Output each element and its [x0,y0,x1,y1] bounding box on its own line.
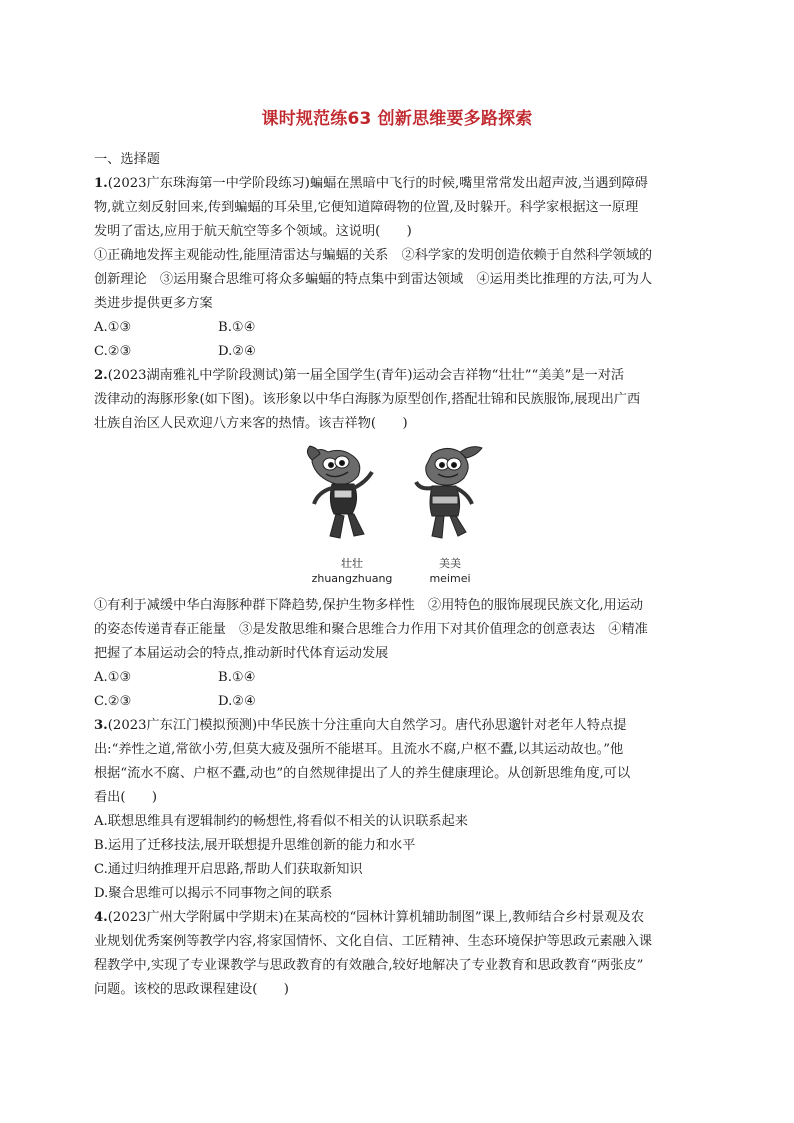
question-number: 4. [94,910,108,925]
mascot-left-pinyin: zhuangzhuang [311,572,393,585]
option-b: B.①④ [218,320,256,335]
section-heading: 一、选择题 [94,152,160,167]
mascot-left-name: 壮壮 [341,557,363,570]
question-1-options-row-1 [94,316,702,340]
question-text: (2023广州大学附属中学期末)在某高校的“园林计算机辅助制图”课上,教师结合乡村景观及农 [107,910,645,925]
question-3-line-2: 出:“养性之道,常欲小劳,但莫大疲及强所不能堪耳。且流水不腐,户枢不蠹,以其运动故也。”他 [94,742,624,757]
question-1-options-row-2 [94,340,702,364]
question-1-line-4: ①正确地发挥主观能动性,能厘清雷达与蝙蝠的关系 ②科学家的发明创造依赖于自然科学领域的 [94,248,653,263]
document-body [94,148,702,1002]
question-number: 2. [94,368,108,383]
question-1-line-2: 物,就立刻反射回来,传到蝙蝠的耳朵里,它便知道障碍物的位置,及时躲开。科学家根据这一原理 [94,200,639,215]
question-1-line-1 [94,172,702,196]
option-d: D.聚合思维可以揭示不同事物之间的联系 [94,886,333,901]
mascot-right-pinyin: meimei [429,572,471,585]
option-d: D.②④ [218,344,256,359]
question-2-line-1 [94,364,702,388]
mascot-figure [94,440,702,588]
question-2 [94,364,702,714]
question-1-line-3: 发明了雷达,应用于航天航空等多个领域。这说明( ) [94,224,412,239]
option-a: A.①③ [94,320,132,335]
meimei-mascot [416,447,482,538]
option-a: A.联想思维具有逻辑制约的畅想性,将看似不相关的认识联系起来 [94,814,468,829]
option-d: D.②④ [218,694,256,709]
question-2-statement-3: 把握了本届运动会的特点,推动新时代体育运动发展 [94,646,389,661]
option-c: C.通过归纳推理开启思路,帮助人们获取新知识 [94,862,363,877]
dolphin-mascots-image [306,442,496,550]
question-3-line-4: 看出( ) [94,790,158,805]
question-3-line-1 [94,714,702,738]
question-4-line-3: 程教学中,实现了专业课教学与思政教育的有效融合,较好地解决了专业教育和思政教育“两张皮” [94,958,644,973]
page-title: 课时规范练63 创新思维要多路探索 [261,109,533,129]
zhuangzhuang-mascot [307,446,372,538]
option-c: C.②③ [94,694,132,709]
question-text: (2023广东江门模拟预测)中华民族十分注重向大自然学习。唐代孙思邈针对老年人特点提 [107,718,627,733]
question-4-line-4: 问题。该校的思政课程建设( ) [94,982,289,997]
question-3-line-3: 根据“流水不腐、户枢不蠹,动也”的自然规律提出了人的养生健康理论。从创新思维角度,可以 [94,766,631,781]
question-1-line-5: 创新理论 ③运用聚合思维可将众多蝙蝠的特点集中到雷达领域 ④运用类比推理的方法,可为人 [94,272,653,287]
question-3 [94,714,702,906]
mascot-right-name: 美美 [439,557,461,570]
question-4-line-2: 业规划优秀案例等教学内容,将家国情怀、文化自信、工匠精神、生态环境保护等思政元素融入课 [94,934,653,949]
question-4-line-1 [94,906,702,930]
question-4 [94,906,702,1002]
question-text: (2023湖南雅礼中学阶段测试)第一届全国学生(青年)运动会吉祥物“壮壮”“美美”是一对活 [107,368,625,383]
question-2-options-row-1 [94,666,702,690]
question-2-statement-1: ①有利于减缓中华白海豚种群下降趋势,保护生物多样性 ②用特色的服饰展现民族文化,用运动 [94,598,644,613]
question-1-line-6: 类进步提供更多方案 [94,296,213,311]
question-2-options-row-2 [94,690,702,714]
question-number: 1. [94,176,108,191]
question-2-line-2: 泼律动的海豚形象(如下图)。该形象以中华白海豚为原型创作,搭配壮锦和民族服饰,展现出广西 [94,392,641,407]
option-a: A.①③ [94,670,132,685]
question-number: 3. [94,718,108,733]
question-1 [94,172,702,364]
option-b: B.①④ [218,670,256,685]
question-text: (2023广东珠海第一中学阶段练习)蝙蝠在黑暗中飞行的时候,嘴里常常发出超声波,当遇到障碍 [107,176,648,191]
question-2-statement-2: 的姿态传递青春正能量 ③是发散思维和聚合思维合力作用下对其价值理念的创意表达 ④精准 [94,622,648,637]
question-2-line-3: 壮族自治区人民欢迎八方来客的热情。该吉祥物( ) [94,416,408,431]
option-c: C.②③ [94,344,132,359]
option-b: B.运用了迁移技法,展开联想提升思维创新的能力和水平 [94,838,416,853]
